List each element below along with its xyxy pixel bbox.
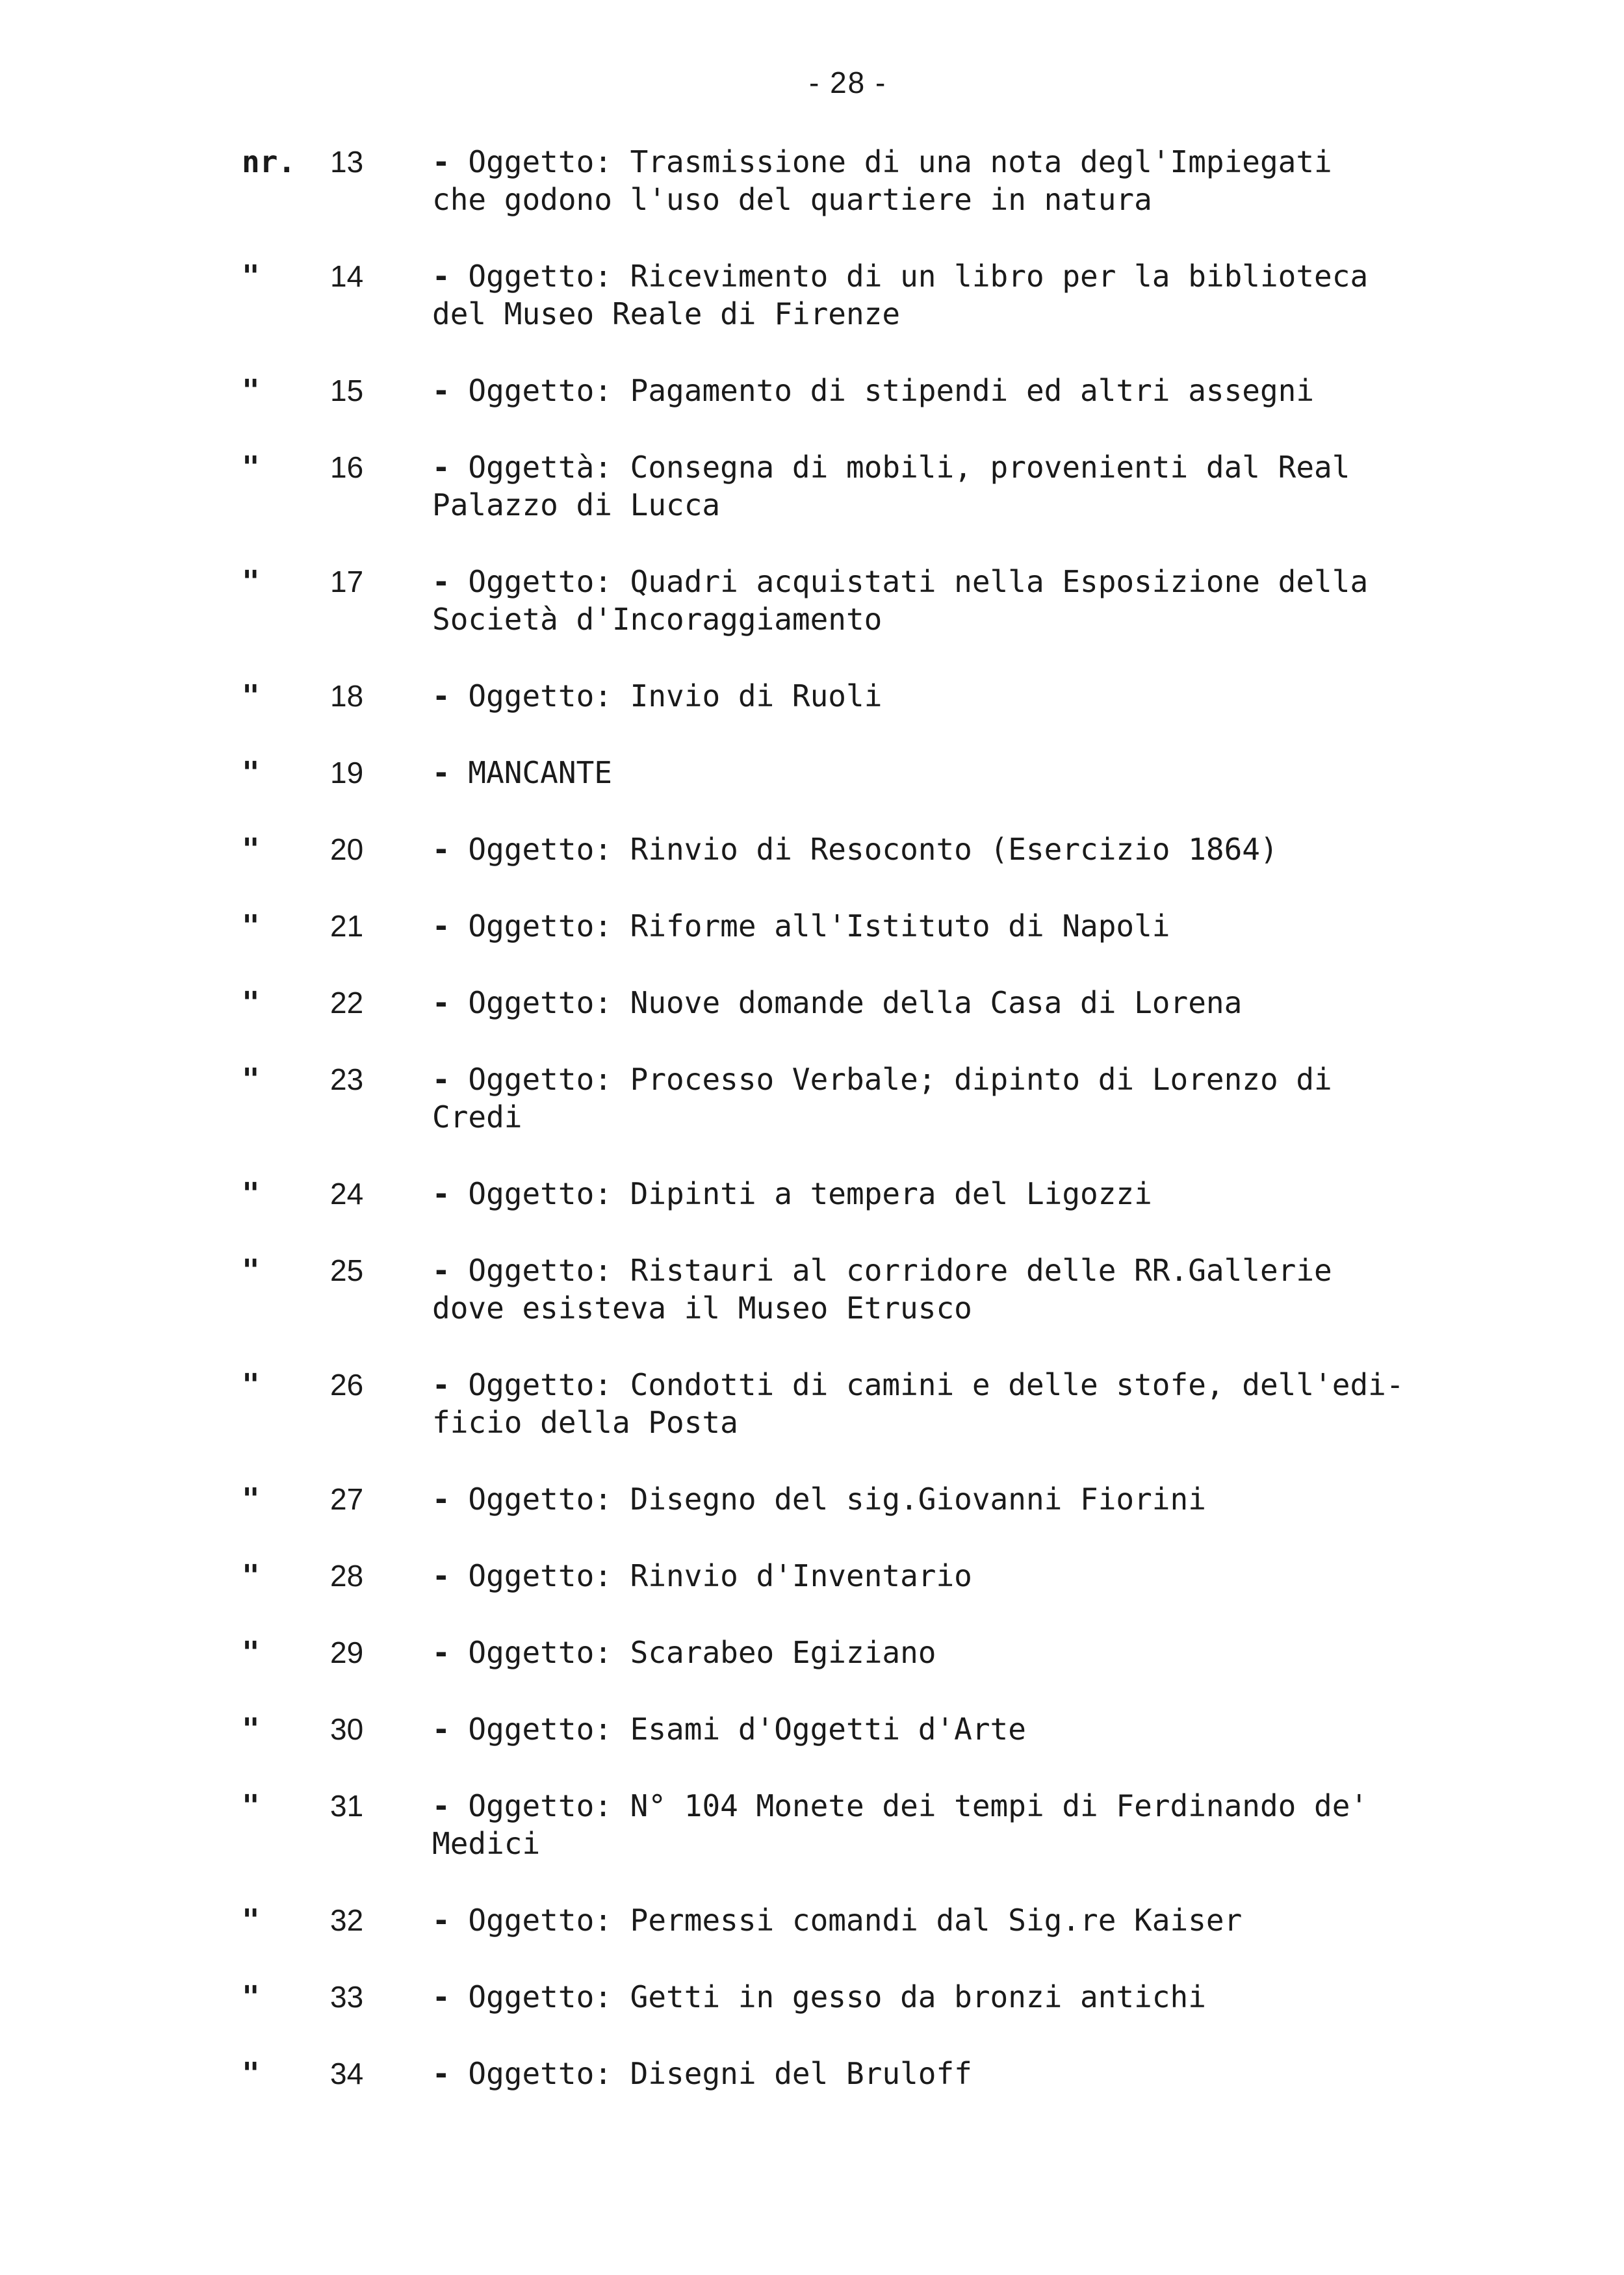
entry-subject: Trasmissione di una nota degl'Impiegati [630,144,1332,179]
entry-subject: Disegni del Bruloff [630,2056,972,2091]
entry-text [432,984,1498,1022]
entry-number: 21 [330,909,364,943]
entry-gap [0,1862,1624,1901]
entry-line-1 [432,448,1498,486]
entry-line-1 [432,1557,1498,1595]
entry-gap [0,218,1624,257]
entry-marker: " [242,908,260,944]
entry-line-2: del Museo Reale di Firenze [432,296,901,331]
entry-text [432,257,1498,333]
entry-line-2: Medici [432,1826,541,1861]
entry-number: 27 [330,1482,364,1516]
entry-label: Oggetto: [468,1712,612,1747]
entry-dash: - [432,1062,450,1097]
entry-number: 23 [330,1062,364,1096]
list-item [0,563,1624,638]
list-item [0,677,1624,715]
entry-label: Oggetto: [468,1903,612,1938]
entry-text [432,448,1498,524]
entry-line-1 [432,1978,1498,2016]
entry-gap [0,715,1624,754]
entry-number: 20 [330,832,364,866]
entry-text [432,677,1498,715]
entry-subject: Invio di Ruoli [630,678,883,713]
entry-number: 25 [330,1253,364,1287]
entry-text [432,1557,1498,1595]
entry-gap [0,1213,1624,1252]
list-item [0,1060,1624,1136]
entry-label: Oggetto: [468,678,612,713]
entry-label: Oggetto: [468,259,612,294]
entry-line-2: ficio della Posta [432,1405,738,1440]
entry-label: Oggettà: [468,450,612,485]
list-item [0,830,1624,868]
entry-number: 24 [330,1177,364,1211]
entry-dash: - [432,1482,450,1517]
entry-subject: Rinvio di Resoconto (Esercizio 1864) [630,832,1278,867]
entry-marker: " [242,832,260,867]
entry-label: Oggetto: [468,908,612,944]
entry-label: Oggetto: [468,1253,612,1288]
entry-label: Oggetto: [468,1367,612,1402]
entry-gap [0,1518,1624,1557]
entry-line-1 [432,1060,1498,1098]
entry-subject: Esami d'Oggetti d'Arte [630,1712,1026,1747]
list-item [0,257,1624,333]
entry-text [432,830,1498,868]
entry-number: 31 [330,1789,364,1823]
entry-dash: - [432,1979,450,2014]
entry-marker: " [242,985,260,1020]
entry-line-1 [432,2055,1498,2092]
entry-label: Oggetto: [468,985,612,1020]
entry-dash: - [432,1367,450,1402]
entry-label: Oggetto: [468,144,612,179]
entry-dash: - [432,1788,450,1823]
entry-dash: - [432,1635,450,1670]
entry-number: 14 [330,259,364,293]
entry-number: 30 [330,1712,364,1746]
entry-list [0,143,1624,2131]
list-item [0,1634,1624,1671]
entry-gap [0,1671,1624,1710]
entry-marker: " [242,2056,260,2091]
list-item [0,372,1624,409]
list-item [0,1366,1624,1441]
entry-line-1 [432,257,1498,295]
entry-line-1 [432,830,1498,868]
list-item [0,754,1624,791]
entry-label: Oggetto: [468,1558,612,1593]
entry-gap [0,2016,1624,2055]
entry-marker: " [242,755,260,790]
list-item [0,1710,1624,1748]
list-item [0,1480,1624,1518]
entry-gap [0,524,1624,563]
entry-dash: - [432,985,450,1020]
entry-gap [0,638,1624,677]
entry-dash: - [432,373,450,408]
entry-line-1 [432,563,1498,600]
entry-marker: " [242,259,260,294]
entry-marker: " [242,1176,260,1211]
entry-text [432,1366,1498,1441]
entry-text [432,907,1498,945]
entry-label: Oggetto: [468,832,612,867]
entry-gap [0,791,1624,830]
entry-marker: " [242,1253,260,1288]
entry-line-1 [432,754,1498,791]
entry-gap [0,1595,1624,1634]
entry-marker: " [242,373,260,408]
entry-line-1 [432,143,1498,181]
entry-line-1 [432,1787,1498,1825]
entry-gap [0,1136,1624,1175]
entry-gap [0,333,1624,372]
entry-text [432,1710,1498,1748]
entry-marker: " [242,1367,260,1402]
entry-text [432,1901,1498,1939]
entry-marker: " [242,1979,260,2014]
entry-marker: " [242,1558,260,1593]
entry-text [432,754,1498,791]
entry-gap [0,409,1624,448]
entry-label: Oggetto: [468,564,612,599]
entry-label: Oggetto: [468,1635,612,1670]
entry-dash: - [432,1558,450,1593]
entry-line-1 [432,1710,1498,1748]
entry-text [432,1252,1498,1327]
entry-subject: Rinvio d'Inventario [630,1558,972,1593]
entry-text [432,563,1498,638]
entry-line-1 [432,1480,1498,1518]
entry-dash: - [432,259,450,294]
entry-subject: Getti in gesso da bronzi antichi [630,1979,1206,2014]
entry-number: 26 [330,1368,364,1402]
entry-subject: Condotti di camini e delle stofe, dell'edi- [630,1367,1404,1402]
entry-label: Oggetto: [468,2056,612,2091]
entry-line-1 [432,984,1498,1022]
entry-line-2: Società d'Incoraggiamento [432,602,883,637]
entry-label: Oggetto: [468,1176,612,1211]
list-item [0,907,1624,945]
entry-number: 22 [330,986,364,1020]
entry-marker: " [242,450,260,485]
entry-gap [0,868,1624,907]
entry-dash: - [432,564,450,599]
entry-line-2: che godono l'uso del quartiere in natura [432,182,1152,217]
entry-label: Oggetto: [468,1788,612,1823]
entry-marker: " [242,564,260,599]
entry-gap [0,1327,1624,1366]
entry-label: Oggetto: [468,1482,612,1517]
entry-number: 28 [330,1559,364,1593]
entry-subject: Nuove domande della Casa di Lorena [630,985,1243,1020]
entry-gap [0,2092,1624,2131]
entry-gap [0,1441,1624,1480]
entry-subject: Ristauri al corridore delle RR.Gallerie [630,1253,1332,1288]
entry-line-2: Credi [432,1099,522,1135]
entry-number: 34 [330,2057,364,2090]
entry-marker: " [242,1062,260,1097]
entry-gap [0,945,1624,984]
entry-dash: - [432,678,450,713]
list-item [0,2055,1624,2092]
entry-line-2: dove esisteva il Museo Etrusco [432,1291,972,1326]
list-item [0,143,1624,218]
entry-subject: Disegno del sig.Giovanni Fiorini [630,1482,1206,1517]
entry-text [432,2055,1498,2092]
entry-text [432,1060,1498,1136]
entry-label: Oggetto: [468,1979,612,2014]
entry-gap [0,1939,1624,1978]
entry-text [432,372,1498,409]
entry-line-1 [432,907,1498,945]
entry-dash: - [432,450,450,485]
entry-subject: Quadri acquistati nella Esposizione della [630,564,1369,599]
entry-subject: Scarabeo Egiziano [630,1635,936,1670]
entry-line-1 [432,372,1498,409]
entry-text [432,1978,1498,2016]
entry-line-1 [432,1634,1498,1671]
entry-marker: " [242,1482,260,1517]
entry-dash: - [432,908,450,944]
list-item [0,448,1624,524]
entry-dash: - [432,144,450,179]
list-item [0,1901,1624,1939]
entry-text [432,1480,1498,1518]
entry-subject: MANCANTE [468,755,612,790]
entry-dash: - [432,1903,450,1938]
entry-text [432,1175,1498,1213]
entry-subject: Ricevimento di un libro per la biblioteca [630,259,1369,294]
entry-subject: Riforme all'Istituto di Napoli [630,908,1170,944]
entry-dash: - [432,1253,450,1288]
list-item [0,1557,1624,1595]
list-item [0,1175,1624,1213]
entry-marker: " [242,1788,260,1823]
entry-marker: " [242,1635,260,1670]
entry-marker: " [242,1712,260,1747]
entry-text [432,1634,1498,1671]
entry-dash: - [432,2056,450,2091]
list-item [0,984,1624,1022]
entry-number: 19 [330,756,364,790]
entry-number: 15 [330,374,364,407]
entry-dash: - [432,755,450,790]
entry-line-1 [432,1901,1498,1939]
entry-number: 17 [330,565,364,598]
entry-number: 29 [330,1636,364,1669]
entry-dash: - [432,832,450,867]
page-number: - 28 - [809,66,887,99]
entry-marker: nr. [242,144,296,179]
entry-line-1 [432,1366,1498,1404]
entry-line-1 [432,677,1498,715]
entry-subject: Permessi comandi dal Sig.re Kaiser [630,1903,1243,1938]
entry-number: 18 [330,679,364,713]
entry-label: Oggetto: [468,1062,612,1097]
entry-subject: Pagamento di stipendi ed altri assegni [630,373,1315,408]
entry-marker: " [242,678,260,713]
entry-subject: Dipinti a tempera del Ligozzi [630,1176,1152,1211]
entry-gap [0,1748,1624,1787]
entry-number: 32 [330,1903,364,1937]
entry-subject: Processo Verbale; dipinto di Lorenzo di [630,1062,1332,1097]
entry-line-1 [432,1252,1498,1289]
entry-marker: " [242,1903,260,1938]
list-item [0,1787,1624,1862]
list-item [0,1252,1624,1327]
entry-line-2: Palazzo di Lucca [432,487,721,522]
list-item [0,1978,1624,2016]
entry-line-1 [432,1175,1498,1213]
entry-number: 33 [330,1980,364,2014]
entry-text [432,1787,1498,1862]
entry-text [432,143,1498,218]
entry-dash: - [432,1712,450,1747]
entry-subject: Consegna di mobili, provenienti dal Real [630,450,1350,485]
entry-subject: N° 104 Monete dei tempi di Ferdinando de' [630,1788,1369,1823]
entry-number: 16 [330,450,364,484]
entry-dash: - [432,1176,450,1211]
entry-gap [0,1022,1624,1060]
entry-number: 13 [330,145,364,179]
entry-label: Oggetto: [468,373,612,408]
